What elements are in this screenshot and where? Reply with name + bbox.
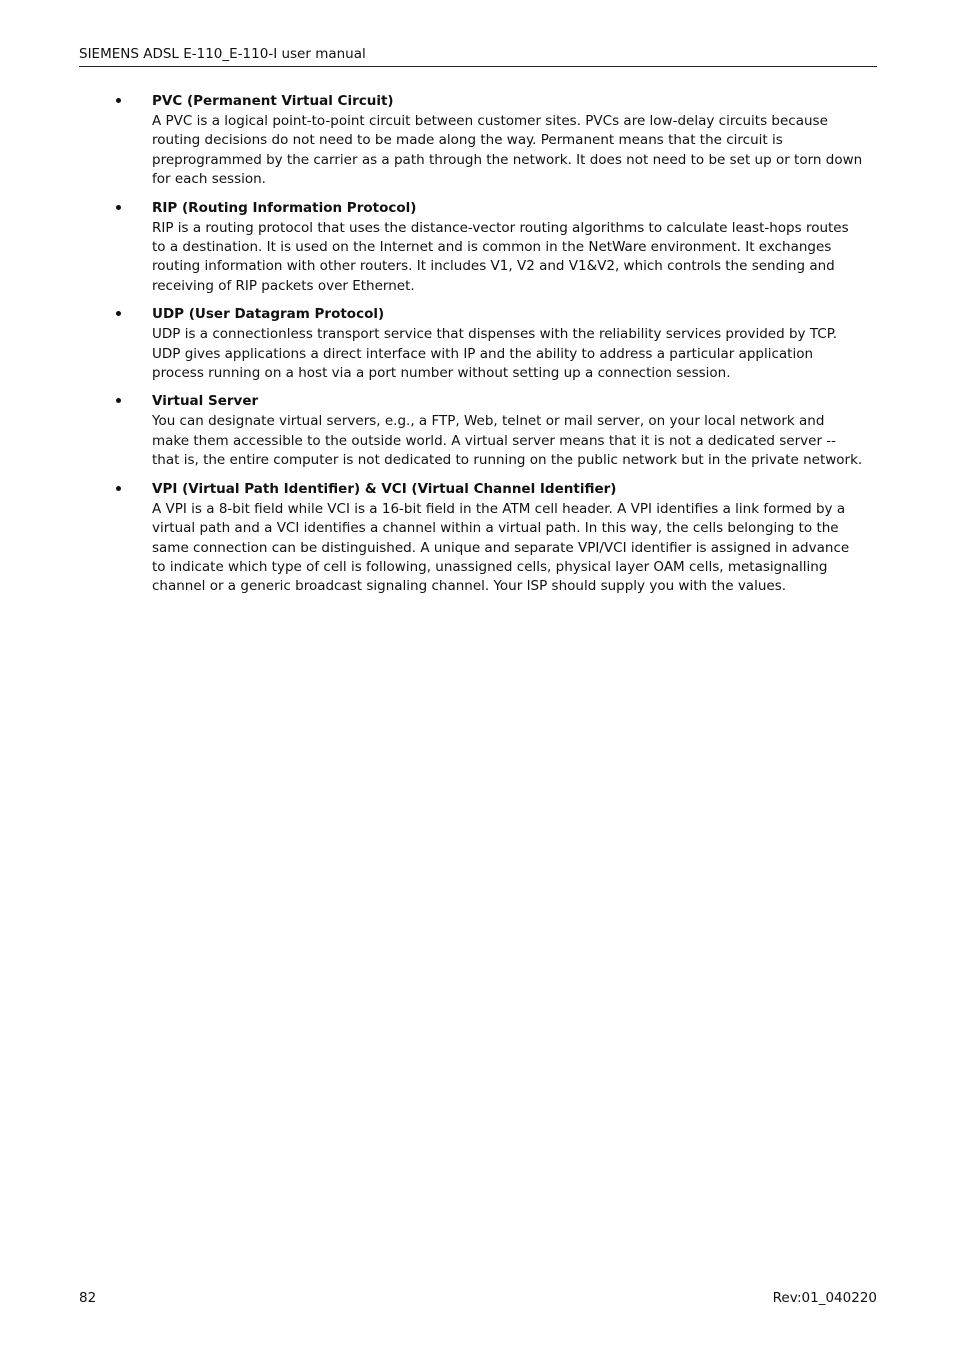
- bullet-icon: [116, 98, 121, 103]
- bullet-icon: [116, 486, 121, 491]
- glossary-item-virtual-server: [113, 391, 865, 470]
- header-title: SIEMENS ADSL E-110_E-110-I user manual: [79, 46, 366, 62]
- revision-label: Rev:01_040220: [772, 1290, 877, 1306]
- glossary-term: PVC (Permanent Virtual Circuit): [152, 93, 394, 109]
- page-number: 82: [79, 1290, 97, 1306]
- page-header: [79, 45, 877, 67]
- glossary-term: UDP (User Datagram Protocol): [152, 306, 385, 323]
- glossary-term: Virtual Server: [152, 393, 259, 410]
- glossary-item-rip: [113, 198, 865, 297]
- glossary-description: UDP is a connectionless transport service that dispenses with the reliability services provided by TCP. UDP gives applications a direct interface with IP and the ability to address a particular application process running on a host via a port number without setting up a connection session.: [152, 326, 838, 382]
- bullet-icon: [116, 311, 121, 316]
- glossary-item-pvc: [113, 91, 865, 190]
- glossary-description: A PVC is a logical point-to-point circuit between customer sites. PVCs are low-delay circuits because routing decisions do not need to be made along the way. Permanent means that the circuit is preprogrammed by the carrier as a path through the network. It does not need to be set up or torn down for each session.: [152, 113, 863, 188]
- glossary-description: You can designate virtual servers, e.g., a FTP, Web, telnet or mail server, on your local network and make them accessible to the outside world. A virtual server means that it is not a dedicated server -- that is, the entire computer is not dedicated to running on the public network but in the private network.: [152, 413, 863, 469]
- glossary-item-vpi-vci: [113, 479, 865, 597]
- glossary-item-udp: [113, 304, 865, 383]
- glossary-term: VPI (Virtual Path Identifier) & VCI (Virtual Channel Identifier): [152, 480, 617, 497]
- glossary-list: [113, 91, 865, 605]
- glossary-term: RIP (Routing Information Protocol): [152, 199, 417, 216]
- bullet-icon: [116, 398, 121, 403]
- glossary-description: A VPI is a 8-bit field while VCI is a 16-bit field in the ATM cell header. A VPI identifies a link formed by a virtual path and a VCI identifies a channel within a virtual path. In this way, the cells belonging to the same connection can be distinguished. A unique and separate VPI/VCI identifier is assigned in advance to indicate which type of cell is following, unassigned cells, physical layer OAM cells, metasignalling channel or a generic broadcast signaling channel. Your ISP should supply you with the values.: [152, 500, 850, 595]
- glossary-description: RIP is a routing protocol that uses the distance-vector routing algorithms to calculate least-hops routes to a destination. It is used on the Internet and is common in the NetWare environment. It exchanges routing information with other routers. It includes V1, V2 and V1&V2, which controls the sending and receiving of RIP packets over Ethernet.: [152, 219, 849, 294]
- bullet-icon: [116, 205, 121, 210]
